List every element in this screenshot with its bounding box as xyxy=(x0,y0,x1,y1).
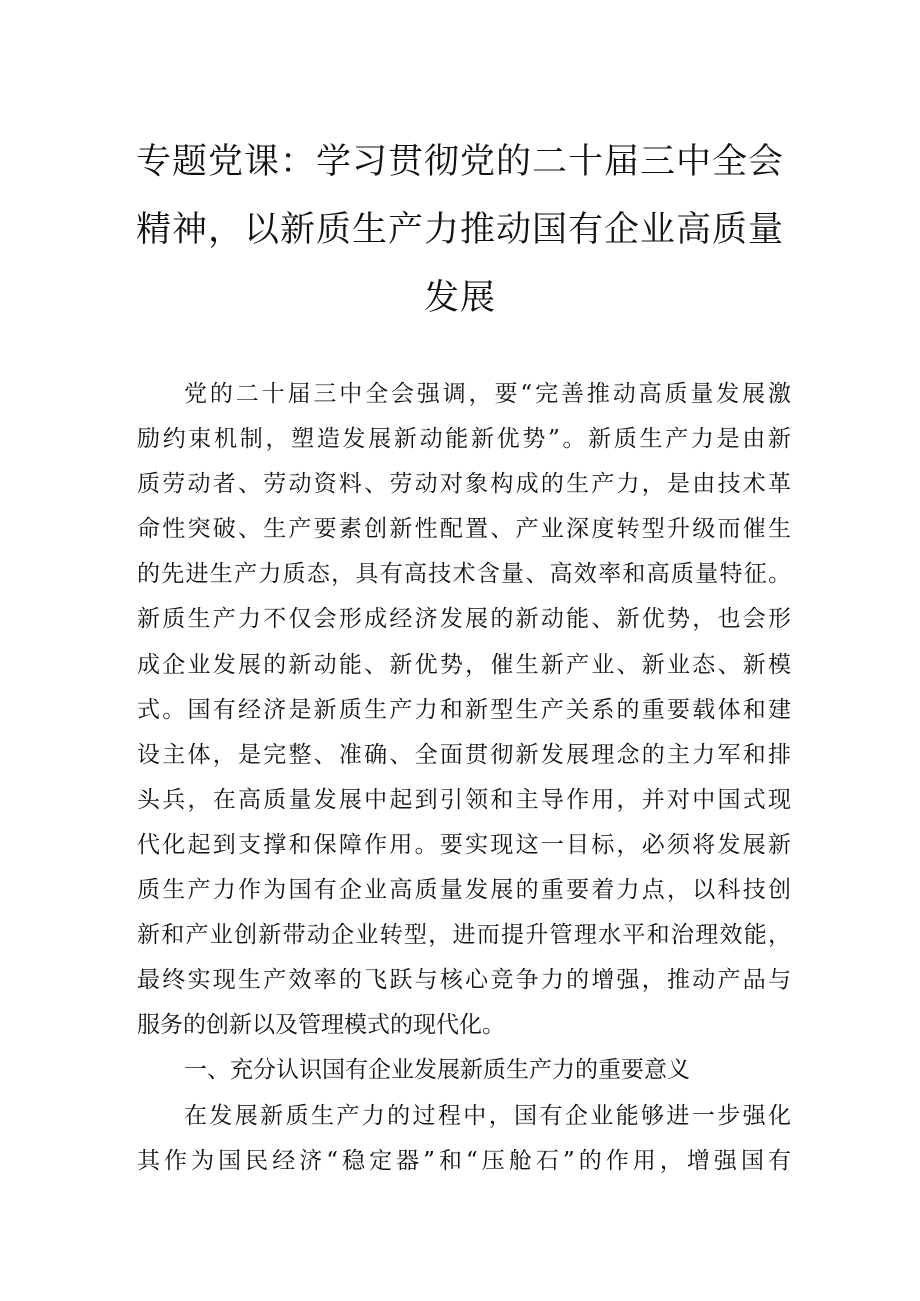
body-line: 头兵，在高质量发展中起到引领和主导作用，并对中国式现 xyxy=(137,786,791,813)
body-line: 励约束机制，塑造发展新动能新优势”。新质生产力是由新 xyxy=(137,426,791,453)
body-line: 新和产业创新带动企业转型，进而提升管理水平和治理效能， xyxy=(137,922,791,949)
section-heading: 一、充分认识国有企业发展新质生产力的重要意义 xyxy=(184,1057,690,1084)
body-line: 党的二十届三中全会强调，要“完善推动高质量发展激 xyxy=(184,381,791,407)
body-line: 新质生产力不仅会形成经济发展的新动能、新优势，也会形 xyxy=(137,606,791,633)
title-line-1: 专题党课：学习贯彻党的二十届三中全会 xyxy=(135,142,784,182)
body-line: 在发展新质生产力的过程中，国有企业能够进一步强化 xyxy=(184,1102,791,1129)
body-line: 质生产力作为国有企业高质量发展的重要着力点，以科技创 xyxy=(137,877,791,904)
body-line: 设主体，是完整、准确、全面贯彻新发展理念的主力军和排 xyxy=(137,741,791,768)
body-line: 最终实现生产效率的飞跃与核心竞争力的增强，推动产品与 xyxy=(137,967,791,994)
body-line: 式。国有经济是新质生产力和新型生产关系的重要载体和建 xyxy=(137,696,791,723)
body-line: 其作为国民经济“稳定器”和“压舱石”的作用，增强国有 xyxy=(137,1147,791,1174)
title-line-2: 精神，以新质生产力推动国有企业高质量 xyxy=(135,210,784,250)
body-line: 质劳动者、劳动资料、劳动对象构成的生产力，是由技术革 xyxy=(137,471,791,498)
body-line: 成企业发展的新动能、新优势，催生新产业、新业态、新模 xyxy=(137,651,791,678)
document-body xyxy=(137,372,791,1184)
body-line: 命性突破、生产要素创新性配置、产业深度转型升级而催生 xyxy=(137,516,791,543)
document-title xyxy=(130,128,790,332)
title-line-3: 发展 xyxy=(423,278,496,318)
body-line: 代化起到支撑和保障作用。要实现这一目标，必须将发展新 xyxy=(137,831,791,858)
body-line: 的先进生产力质态，具有高技术含量、高效率和高质量特征。 xyxy=(137,561,791,588)
body-line: 服务的创新以及管理模式的现代化。 xyxy=(137,1012,505,1039)
